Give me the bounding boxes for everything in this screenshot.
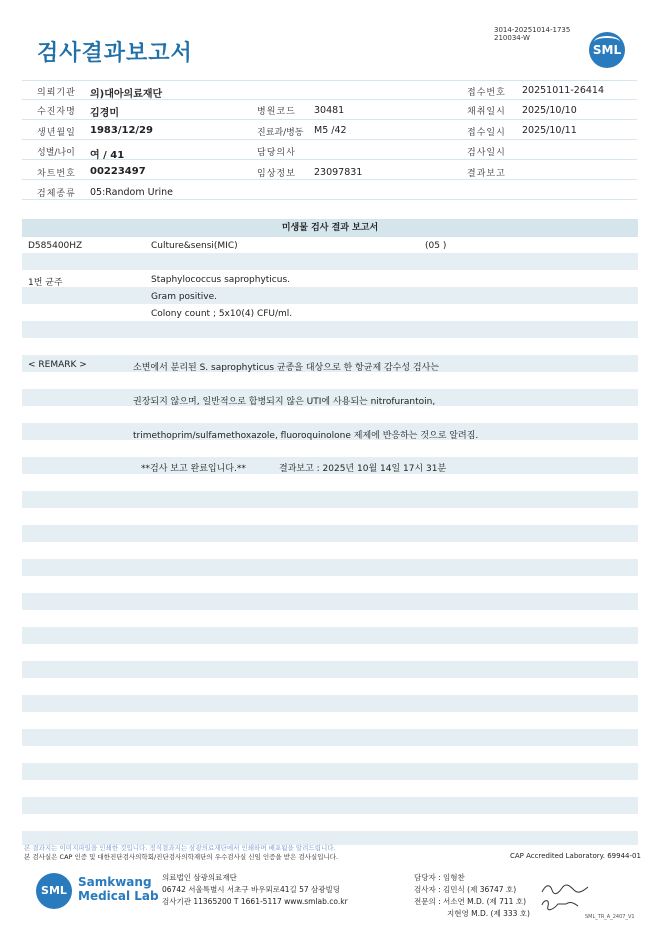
- hospital-code-label: 병원코드: [257, 107, 296, 117]
- reference-line-1: 3014-20251014-1735: [494, 26, 571, 34]
- report-heading: 미생물 검사 결과 보고서: [22, 219, 638, 237]
- stripe-row: [22, 593, 638, 610]
- stripe-row: [22, 695, 638, 712]
- reception-no-value: 20251011-26414: [522, 85, 605, 96]
- clinical-info-value: 23097831: [314, 167, 363, 178]
- reception-no-label: 접수번호: [467, 88, 506, 98]
- specimen-label: 검체종류: [37, 189, 76, 199]
- stripe-row: [22, 661, 638, 678]
- collect-date-value: 2025/10/10: [522, 105, 577, 116]
- chart-no-label: 차트번호: [37, 169, 76, 179]
- company-name-line-2: Medical Lab: [78, 889, 159, 903]
- stripe-row: [22, 559, 638, 576]
- samkwang-logo: SML: [36, 873, 72, 909]
- sex-age-value: 여 / 41: [90, 150, 125, 161]
- staff-block: [414, 872, 530, 920]
- cap-accreditation: CAP Accredited Laboratory. 69944-01: [510, 852, 641, 860]
- organism-name: Staphylococcus saprophyticus.: [151, 275, 291, 285]
- org-name: 의료법인 삼광의료재단: [162, 873, 237, 882]
- report-time: 결과보고 : 2025년 10월 14일 17시 31분: [279, 464, 447, 474]
- tester-label: 검사자 :: [414, 885, 441, 894]
- expert-name-1: 서소연 M.D. (제 711 호): [443, 897, 526, 906]
- remark-line-1: 소변에서 분리된 S. saprophyticus 균종을 대상으로 한 항균제 감수성 검사는: [133, 363, 440, 373]
- report-complete: **검사 보고 완료입니다.**: [141, 464, 246, 474]
- manager-label: 담당자 :: [414, 873, 441, 882]
- doctor-label: 담당의사: [257, 148, 296, 158]
- notice-accreditation: 본 검사실은 CAP 인증 및 대한진단검사의학회/진단검사의학재단의 우수검사실 신임 인증을 받은 검사실입니다.: [24, 853, 339, 861]
- specimen-value: 05:Random Urine: [90, 187, 174, 198]
- stripe-row: [22, 491, 638, 508]
- test-name: Culture&sensi(MIC): [151, 241, 238, 251]
- reception-date-label: 접수일시: [467, 128, 506, 138]
- patient-label: 수진자명: [37, 107, 76, 117]
- manager-name: 임형찬: [443, 873, 465, 882]
- dept-label: 진료과/병동: [257, 128, 304, 138]
- page-title: 검사결과보고서: [37, 41, 193, 66]
- notice-print: 본 결과지는 이미지파일을 인쇄한 것입니다. 정식결과지는 삼광의료재단에서 인쇄하며 배포됨을 알려드립니다.: [24, 844, 336, 852]
- expert-name-2: 지현영 M.D. (제 333 호): [447, 909, 530, 918]
- organism-label: 1번 균주: [28, 278, 63, 288]
- chart-no-value: 00223497: [90, 166, 146, 177]
- clinical-info-label: 임상정보: [257, 169, 296, 179]
- remark-label: < REMARK >: [28, 360, 87, 370]
- org-contact: 검사기관 11365200 T 1661-5117 www.smlab.co.kr: [162, 897, 348, 906]
- tester-name: 김민식 (제 36747 호): [443, 885, 517, 894]
- test-code: D585400HZ: [28, 241, 83, 251]
- institution-value: 의)대아의료재단: [90, 89, 163, 100]
- sex-age-label: 성별/나이: [37, 148, 75, 158]
- remark-line-2: 권장되지 않으며, 일반적으로 합병되지 않은 UTI에 사용되는 nitrofurantoin,: [133, 397, 436, 407]
- birth-value: 1983/12/29: [90, 125, 153, 136]
- test-suffix: (05 ): [425, 241, 447, 251]
- test-date-label: 검사일시: [467, 148, 506, 158]
- remark-line-3: trimethoprim/sulfamethoxazole, fluoroquinolone 제제에 반응하는 것으로 알려짐.: [133, 431, 479, 441]
- stripe-row: [22, 797, 638, 814]
- stripe-row: [22, 253, 638, 270]
- stripe-row: [22, 321, 638, 338]
- reception-date-value: 2025/10/11: [522, 125, 577, 136]
- document-reference: [494, 26, 570, 42]
- hospital-code-value: 30481: [314, 105, 345, 116]
- reference-line-2: 210034-W: [494, 34, 530, 42]
- collect-date-label: 채취일시: [467, 107, 506, 117]
- stripe-row: [22, 627, 638, 644]
- expert-label: 전문의 :: [414, 897, 441, 906]
- patient-value: 김경미: [90, 108, 119, 119]
- company-address-block: [162, 872, 348, 908]
- signature-2: [540, 897, 580, 914]
- result-report-label: 결과보고: [467, 169, 506, 179]
- stripe-row: [22, 763, 638, 780]
- stripe-row: [22, 525, 638, 542]
- gram-stain: Gram positive.: [151, 292, 217, 302]
- form-id: SML_TR_A_2407_V1: [585, 914, 635, 920]
- company-name-line-1: Samkwang: [78, 875, 152, 889]
- sml-logo: SML: [589, 32, 625, 68]
- stripe-row: [22, 729, 638, 746]
- birth-label: 생년월일: [37, 128, 76, 138]
- institution-label: 의뢰기관: [37, 88, 76, 98]
- dept-value: M5 /42: [314, 125, 347, 136]
- stripe-row: [22, 287, 638, 304]
- company-name: [78, 875, 159, 903]
- org-address: 06742 서울특별시 서초구 바우뫼로41길 57 삼광빌딩: [162, 885, 341, 894]
- colony-count: Colony count ; 5x10(4) CFU/ml.: [151, 309, 293, 319]
